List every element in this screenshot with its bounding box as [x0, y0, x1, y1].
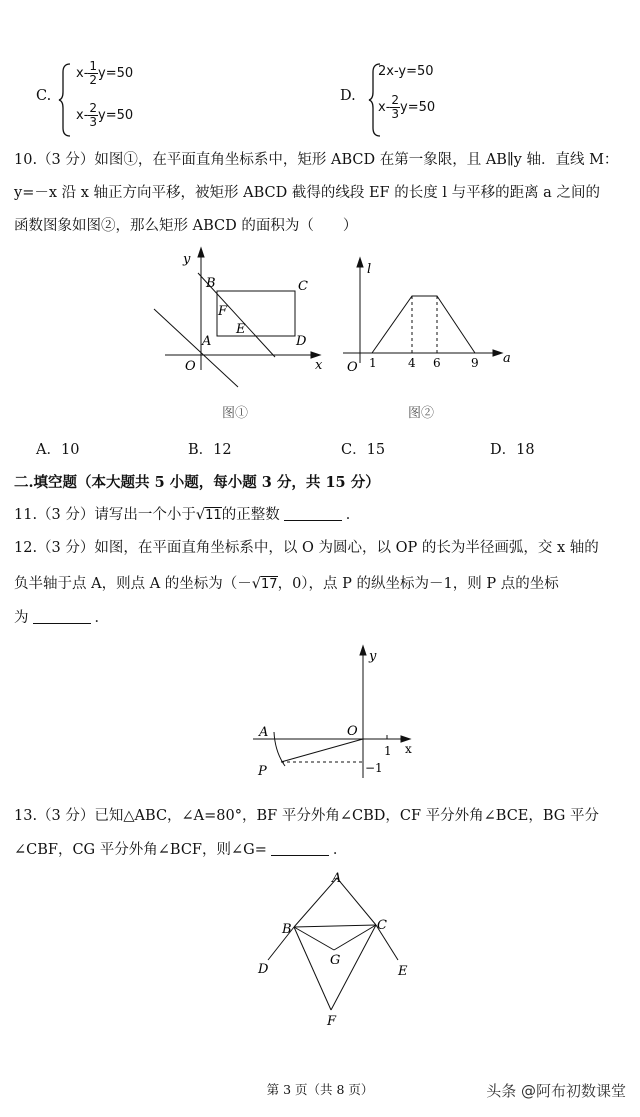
label-a: a	[503, 351, 511, 366]
segment-bf	[294, 927, 331, 1010]
q13-line1: 13.（3 分）已知△ABC，∠A=80°，BF 平分外角∠CBD，CF 平分外角∠BCE，BG 平分	[14, 808, 599, 824]
label-d: D	[296, 334, 307, 349]
q11-pre: 11.（3 分）请写出一个小于	[14, 507, 196, 523]
q12-line2-post: ，0），点 P 的纵坐标为－1，则 P 点的坐标	[277, 576, 559, 592]
q12-line1: 12.（3 分）如图，在平面直角坐标系中，以 O 为圆心，以 OP 的长为半径画弧，交 x 轴的	[14, 540, 599, 556]
caption-fig1: 图①	[222, 406, 249, 421]
section-2-heading: 二.填空题（本大题共 5 小题，每小题 3 分，共 15 分）	[14, 474, 380, 491]
label-x: x	[315, 358, 323, 373]
option-c-label: C.	[36, 88, 52, 104]
label-o: O	[185, 359, 196, 374]
brace-icon	[58, 62, 72, 138]
segment-bg	[294, 927, 334, 950]
tick-9: 9	[471, 356, 479, 370]
label-b: B	[206, 276, 216, 291]
label-o: O	[347, 360, 358, 375]
label-a: A	[259, 725, 269, 740]
q13-line2-end: ．	[332, 842, 348, 858]
q11-end: ．	[345, 507, 361, 523]
answer-blank	[284, 506, 342, 521]
label-f: F	[218, 304, 228, 319]
label-y: y	[369, 649, 377, 664]
q11-post: 的正整数	[221, 507, 280, 523]
label-d: D	[258, 962, 269, 977]
q13-figure	[250, 865, 420, 1030]
sqrt-icon: √	[251, 576, 262, 592]
q13-line2	[14, 840, 347, 860]
label-p: P	[258, 764, 267, 779]
a-axis-arrow	[493, 350, 502, 356]
rectangle-abcd	[217, 291, 295, 336]
c-eq2-rhs: y=50	[98, 108, 134, 123]
label-y: y	[183, 252, 191, 267]
q10-option-a: A．10	[36, 442, 80, 458]
label-neg-one: −1	[365, 761, 383, 775]
q12-line3-end: ．	[94, 610, 109, 626]
label-b: B	[282, 922, 292, 937]
q12-line2-pre: 负半轴于点 A，则点 A 的坐标为（－	[14, 576, 252, 592]
q10-line2: y=－x 沿 x 轴正方向平移，被矩形 ABCD 截得的线段 EF 的长度 l 与平移的距离 a 之间的	[14, 185, 600, 201]
sqrt-icon: √	[195, 507, 206, 523]
c-eq1-rhs: y=50	[98, 66, 134, 81]
option-d-label: D.	[340, 88, 356, 104]
c-eq1-lhs: x-	[76, 66, 89, 81]
l-axis-arrow	[357, 258, 363, 267]
q10-figure-1	[140, 245, 340, 430]
y-axis-arrow	[360, 646, 366, 655]
c-eq2-lhs: x-	[76, 108, 89, 123]
q10-option-c: C．15	[341, 442, 386, 458]
label-e: E	[398, 964, 408, 979]
tick-4: 4	[408, 356, 416, 370]
q10-line1: 10.（3 分）如图①，在平面直角坐标系中，矩形 ABCD 在第一象限，且 AB∥y 轴．直线 M：	[14, 152, 619, 168]
q13-line2-pre: ∠CBF，CG 平分外角∠BCF，则∠G=	[14, 842, 267, 858]
q12-figure	[245, 640, 435, 785]
watermark: 头条 @阿布初数课堂	[486, 1082, 626, 1100]
q10-option-b: B．12	[188, 442, 232, 458]
tick-1: 1	[369, 356, 377, 370]
answer-blank	[271, 841, 329, 856]
d-eq2-frac: $\frac{2}{3}$	[391, 93, 400, 121]
option-d	[320, 60, 640, 140]
c-eq1-frac: $\frac{1}{2}$	[89, 59, 98, 87]
label-e: E	[236, 322, 246, 337]
label-x: x	[405, 742, 412, 756]
q10-figure-2	[335, 255, 525, 430]
label-g: G	[330, 953, 341, 968]
q12-line3-pre: 为	[14, 610, 29, 626]
q12-line2	[14, 574, 559, 595]
label-c: C	[298, 279, 308, 294]
tick-6: 6	[433, 356, 441, 370]
d-eq2-lhs: x-	[378, 100, 391, 115]
label-o: O	[347, 724, 358, 739]
label-c: C	[377, 918, 387, 933]
label-l: l	[367, 262, 372, 277]
label-f: F	[327, 1014, 337, 1029]
label-a: A	[332, 871, 342, 886]
q10-option-d: D．18	[490, 442, 535, 458]
answer-blank	[33, 609, 91, 624]
q11-sqrt-value: 11	[205, 508, 222, 523]
caption-fig2: 图②	[408, 406, 435, 421]
d-eq1: 2x-y=50	[378, 64, 434, 79]
d-eq2-rhs: y=50	[400, 100, 436, 115]
c-eq2-frac: $\frac{2}{3}$	[89, 101, 98, 129]
q12-sqrt-value: 17	[261, 577, 278, 592]
label-a: A	[202, 334, 212, 349]
side-bc	[294, 925, 376, 927]
option-c	[0, 60, 320, 140]
y-axis-arrow	[198, 248, 204, 257]
graph-polyline	[372, 296, 475, 353]
label-one: 1	[384, 744, 392, 758]
line-m-original	[154, 309, 238, 387]
q10-line3: 函数图象如图②，那么矩形 ABCD 的面积为（ ）	[14, 218, 358, 234]
segment-op	[281, 739, 363, 762]
q12-line3	[14, 608, 109, 628]
q11-line	[14, 505, 360, 526]
page-footer: 第 3 页（共 8 页）	[266, 1082, 374, 1097]
